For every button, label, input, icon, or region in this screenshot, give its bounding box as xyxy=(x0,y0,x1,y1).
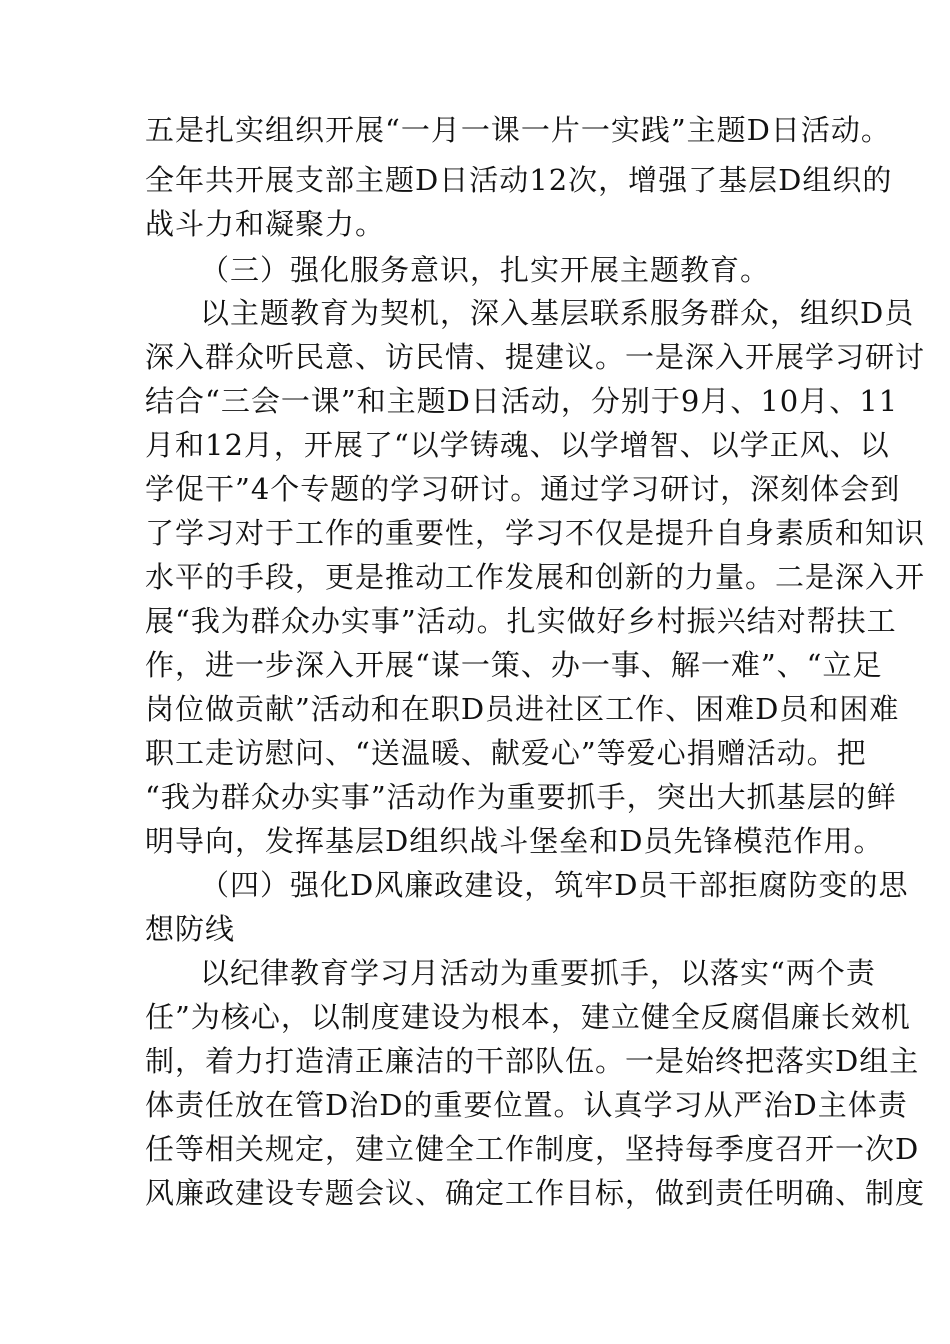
text-line: 水平的手段，更是推动工作发展和创新的力量。二是深入开 xyxy=(145,560,926,594)
text-line: 全年共开展支部主题D日活动12次，增强了基层D组织的 xyxy=(145,163,893,197)
text-line: 职工走访慰问、“送温暖、献爱心”等爱心捐赠活动。把 xyxy=(145,736,867,770)
section-heading: （四）强化D风廉政建设，筑牢D员干部拒腐防变的思 xyxy=(200,868,909,902)
text-line: 展“我为群众办实事”活动。扎实做好乡村振兴结对帮扶工 xyxy=(145,604,897,638)
text-line: 明导向，发挥基层D组织战斗堡垒和D员先锋模范作用。 xyxy=(145,824,884,858)
text-line: 任”为核心，以制度建设为根本，建立健全反腐倡廉长效机 xyxy=(145,1000,911,1034)
section-heading-continued: 想防线 xyxy=(145,912,236,946)
text-line: 任等相关规定，建立健全工作制度，坚持每季度召开一次D xyxy=(145,1132,920,1166)
text-line: 以纪律教育学习月活动为重要抓手，以落实“两个责 xyxy=(200,956,876,990)
text-line: 以主题教育为契机，深入基层联系服务群众，组织D员 xyxy=(200,296,915,330)
text-line: 了学习对于工作的重要性，学习不仅是提升自身素质和知识 xyxy=(145,516,926,550)
text-line: 体责任放在管D治D的重要位置。认真学习从严治D主体责 xyxy=(145,1088,908,1122)
text-line: 五是扎实组织开展“一月一课一片一实践”主题D日活动。 xyxy=(145,113,891,147)
text-line: 学促干”4个专题的学习研讨。通过学习研讨，深刻体会到 xyxy=(145,472,901,506)
text-line: “我为群众办实事”活动作为重要抓手，突出大抓基层的鲜 xyxy=(145,780,897,814)
text-line: 战斗力和凝聚力。 xyxy=(145,207,386,241)
text-line: 岗位做贡献”活动和在职D员进社区工作、困难D员和困难 xyxy=(145,692,900,726)
text-line: 月和12月，开展了“以学铸魂、以学增智、以学正风、以 xyxy=(145,428,890,462)
text-line: 作，进一步深入开展“谋一策、办一事、解一难”、“立足 xyxy=(145,648,883,682)
text-line: 深入群众听民意、访民情、提建议。一是深入开展学习研讨 xyxy=(145,340,926,374)
text-line: 风廉政建设专题会议、确定工作目标，做到责任明确、制度 xyxy=(145,1176,926,1210)
text-line: 制，着力打造清正廉洁的干部队伍。一是始终把落实D组主 xyxy=(145,1044,920,1078)
section-heading: （三）强化服务意识，扎实开展主题教育。 xyxy=(200,253,771,287)
text-line: 结合“三会一课”和主题D日活动，分别于9月、10月、11 xyxy=(145,384,899,418)
